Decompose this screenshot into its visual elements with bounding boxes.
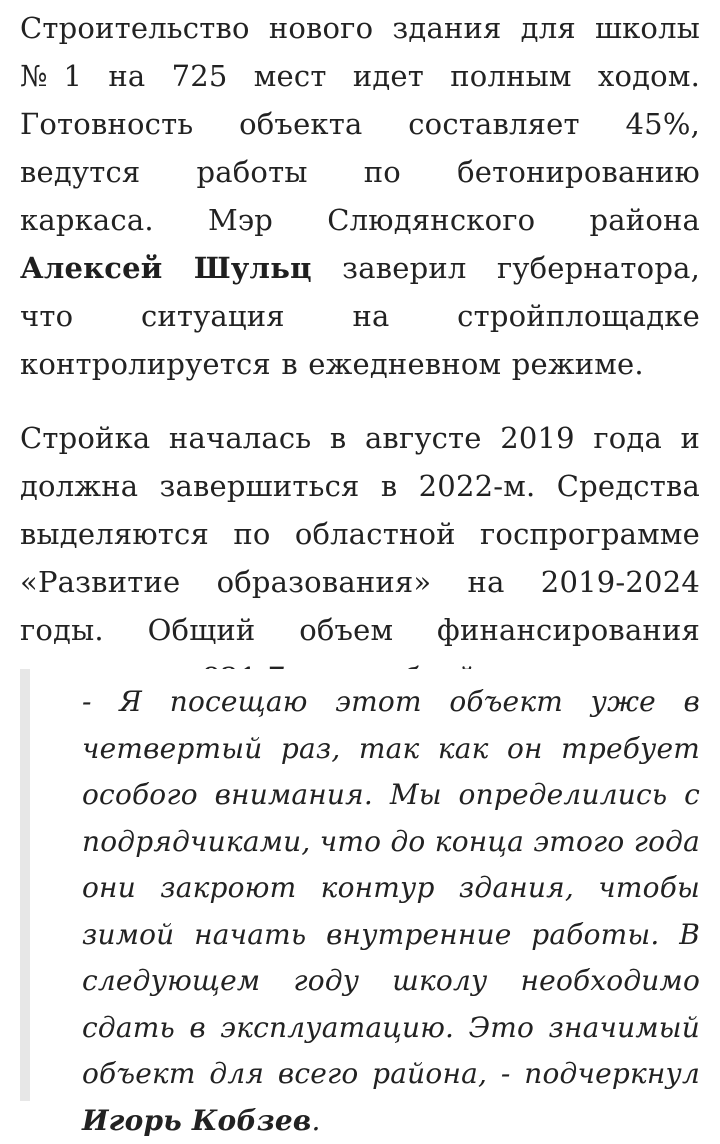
article-body <box>20 4 700 702</box>
article-paragraph-1 <box>20 4 700 388</box>
quote-text-start: - Я посещаю этот объект уже в четвертый раз, так как он требует особого внимания. Мы определились с подрядчиками, что до конца этого года они закроют контур здания, чтобы зимой начать внутренние работы. В следующем году школу необходимо сдать в эксплуатацию. Это значимый объект для всего района, - подчеркнул <box>82 685 700 1090</box>
article-paragraph-2 <box>20 414 700 702</box>
paragraph-2-text: Стройка началась в августе 2019 года и должна завершиться в 2022-м. Средства выделяются по областной госпрограмме «Развитие образования» на 2019-2024 годы. Общий объем финансирования <box>20 421 700 647</box>
mayor-name: Алексей Шульц <box>20 251 312 285</box>
quote-text-end: . <box>311 1103 321 1137</box>
governor-name: Игорь Кобзев <box>82 1103 312 1137</box>
blockquote <box>20 669 700 1137</box>
paragraph-1-text-start: Строительство нового здания для школы №1 на 725 мест идет полным ходом. Готовность объекта составляет 45%, ведутся работы по бетонированию каркаса. Мэр Слюдянского района <box>20 11 700 237</box>
quote-text <box>82 679 700 1144</box>
paragraph-1-text-end: заверил губернатора, что ситуация на стройплощадке контролируется в ежедневном режиме. <box>20 251 700 381</box>
